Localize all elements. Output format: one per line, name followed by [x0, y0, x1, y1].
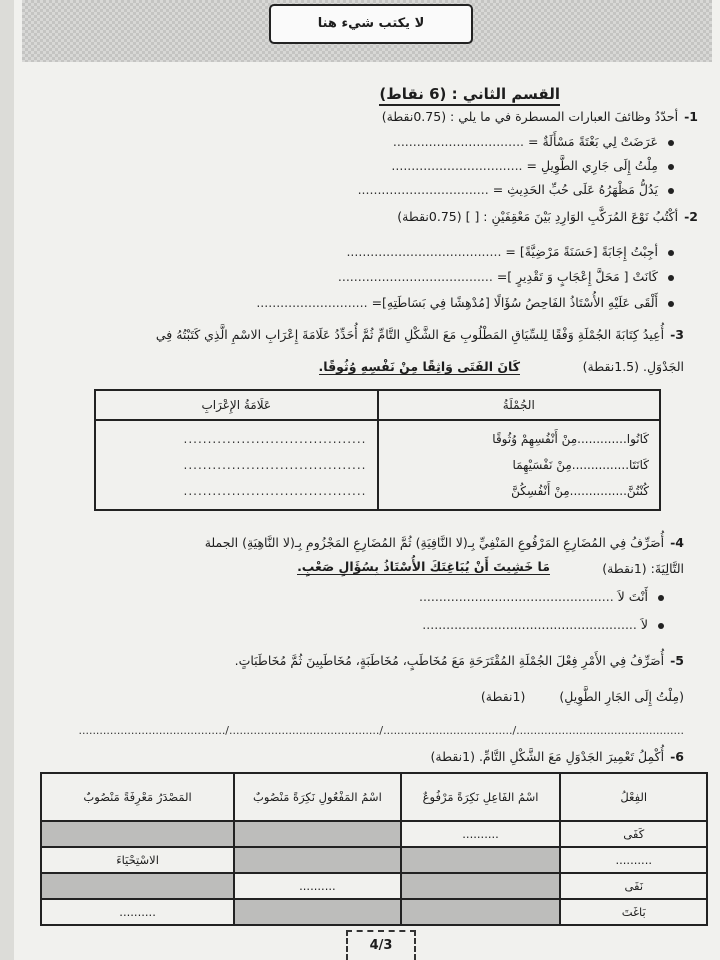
bullet-icon	[668, 140, 674, 146]
section-title: القسم الثاني : (6 نقاط)	[379, 84, 560, 106]
q2-item	[338, 268, 674, 286]
bullet-icon	[668, 301, 674, 307]
table-row[interactable]: كُنْتُنَّ...............مِنْ أَنْفُسِكُنَّ	[511, 484, 649, 498]
q5-points: (1نقطة)	[480, 689, 526, 704]
shaded-cell	[234, 821, 401, 847]
q5-example: (مِلْتُ إِلَى الجَارِ الطَّوِيلِ)	[559, 689, 684, 704]
table-row	[41, 873, 707, 899]
q5-answer-blank[interactable]: ................................................/...................................../.........................................../..........................................	[78, 724, 684, 737]
bullet-icon	[658, 623, 664, 629]
exam-page	[14, 0, 720, 960]
q3-prompt-cont: الجَدْوَلِ. (1.5نقطة)	[582, 359, 684, 374]
answer-blank[interactable]: .......................................	[337, 269, 493, 284]
q1-prompt	[382, 108, 698, 126]
q1-text: أحدّدُ وظائفَ العبارات المسطرة في ما يلي : (0.75نقطة)	[381, 109, 679, 124]
q2-item-text: أَلْقَى عَلَيْهِ الأُسْتَاذُ الفَاحِصُ سُؤَالًا [مُدْهِشًا فِي بَسَاطَتِهِ]=	[371, 295, 658, 310]
answer-blank[interactable]: ............................	[256, 295, 368, 310]
bullet-icon	[668, 250, 674, 256]
answer-blank[interactable]: ......................................	[183, 484, 367, 498]
answer-blank[interactable]: ..........	[401, 821, 561, 847]
q6-table	[40, 772, 708, 926]
bullet-icon	[658, 595, 664, 601]
q4-item	[419, 588, 664, 606]
q6-verb: بَاغَتَ	[560, 899, 707, 925]
answer-blank[interactable]: .................................................	[418, 589, 614, 604]
answer-blank[interactable]: ..........	[234, 873, 401, 899]
q6-text: أُكْمِلُ تَعْمِيرَ الجَدْوَلِ مَعَ الشَّكْلِ التَّامِّ. (1نقطة)	[430, 749, 665, 764]
shaded-cell	[234, 847, 401, 873]
q4-prompt	[205, 534, 684, 552]
answer-blank[interactable]: ..........	[41, 899, 234, 925]
q3-header-marker: عَلَامَةُ الإِعْرَابِ	[95, 390, 378, 420]
bullet-icon	[668, 164, 674, 170]
q2-number: 2-	[684, 209, 698, 224]
q1-number: 1-	[684, 109, 698, 124]
q6-verb: كَفَى	[560, 821, 707, 847]
answer-blank[interactable]: .................................	[391, 158, 523, 173]
q3-answers-cell	[95, 420, 378, 510]
q6-verb: نَفَى	[560, 873, 707, 899]
table-row	[41, 821, 707, 847]
shaded-cell	[401, 899, 561, 925]
q5-prompt	[235, 652, 684, 670]
q1-item-text: يَدُلُّ مَظْهَرُهُ عَلَى حُبِّ الحَدِيثِ =	[492, 182, 658, 197]
q4-item-text: لاَ	[640, 617, 648, 632]
answer-blank[interactable]: ......................................	[183, 432, 367, 446]
q3-example	[319, 358, 520, 376]
q4-text: أُصَرِّفُ فِي المُضَارِعِ المَرْفُوعِ المَنْفِيِّ بِـ(لا النَّافِيَةِ) ثُمَّ المُضَارِعِ المَجْزُومِ بِـ(لا النَّاهِيَةِ) الجملة	[204, 535, 665, 550]
answer-blank[interactable]: ..........	[560, 847, 707, 873]
q5-example-row	[481, 688, 684, 706]
q1-item	[393, 133, 674, 151]
q6-header-masdar: المَصْدَرُ مَعْرِفَةً مَنْصُوبٌ	[41, 773, 234, 821]
q6-header-verb: الفِعْلُ	[560, 773, 707, 821]
shaded-cell	[41, 873, 234, 899]
q6-number: 6-	[670, 749, 684, 764]
shaded-cell	[401, 847, 561, 873]
q3-prompt	[156, 326, 684, 344]
answer-blank[interactable]: .......................................	[346, 244, 502, 259]
q4-item	[422, 616, 664, 634]
bullet-icon	[668, 275, 674, 281]
q1-item-text: مِلْتُ إِلَى جَارِي الطَّوِيلِ =	[526, 158, 658, 173]
table-row[interactable]: كَانُوا.............مِنْ أَنْفُسِهِمْ وُثُوقًا	[492, 432, 649, 446]
no-write-label: لا يكتب شيء هنا	[269, 4, 473, 44]
answer-blank[interactable]: .................................	[392, 134, 525, 149]
q3-sentences-cell	[378, 420, 661, 510]
answer-blank[interactable]: ......................................	[183, 458, 367, 472]
q4-item-text: أَنْتَ لاَ	[617, 589, 648, 604]
q6-header-patient: اسْمُ المَفْعُولِ نَكِرَةً مَنْصُوبٌ	[234, 773, 401, 821]
table-row	[41, 847, 707, 873]
q4-number: 4-	[670, 535, 684, 550]
table-row[interactable]: كَانَتَا...............مِنْ نَفْسَيْهِمَا	[512, 458, 649, 472]
q2-item-text: أجِبْتُ إِجَابَةً [حَسَنَةً مَرْضِيَّةً] =	[505, 244, 658, 259]
q2-prompt	[397, 208, 698, 226]
q6-masdar: الاسْتِحْيَاءَ	[41, 847, 234, 873]
q4-prompt-cont: التَّالِيَةَ: (1نقطة)	[602, 561, 684, 576]
q5-number: 5-	[670, 653, 684, 668]
q2-item-text: كَانَتْ [ مَحَلَّ إِعْجَابٍ وَ تَقْدِيرٍ ]=	[496, 269, 658, 284]
shaded-cell	[41, 821, 234, 847]
q6-prompt	[431, 748, 685, 766]
q2-item	[346, 243, 674, 261]
q4-example-text: مَا خَشِيتَ أَنْ يُبَاغِتَكَ الأُسْتَاذُ بِسُؤَالٍ صَعْبٍ.	[297, 559, 550, 574]
q3-header-sentence: الجُمْلَةُ	[378, 390, 661, 420]
q3-text: أُعِيدُ كِتَابَةَ الجُمْلَةِ وَفْقًا لِلسِّيَاقِ المَطْلُوبِ مَعَ الشَّكْلِ التَّامِّ ثُمَّ أُحَدِّدُ عَلَامَةَ إِعْرَابِ الاسْمِ الَّذِي كَتَبْتُهُ فِي	[155, 327, 665, 342]
q2-item	[256, 294, 674, 312]
q1-item	[358, 181, 674, 199]
answer-blank[interactable]: .................................	[357, 182, 489, 197]
table-row	[41, 899, 707, 925]
q3-example-text: كَانَ الفَتَى وَاثِقًا مِنْ نَفْسِهِ وُثُوقًا.	[318, 359, 520, 374]
shaded-cell	[401, 873, 561, 899]
page-number: 4/3	[346, 930, 416, 960]
shaded-cell	[234, 899, 401, 925]
q2-text: أكْتُبُ نَوْعَ المُرَكَّبِ الوَارِدِ بَيْنَ مَعْقِفَيْنِ : [ ] (0.75نقطة)	[397, 209, 679, 224]
answer-blank[interactable]: ......................................................	[422, 617, 637, 632]
q3-table	[94, 389, 661, 511]
q5-text: أُصَرِّفُ فِي الأَمْرِ فِعْلَ الجُمْلَةِ المُقْتَرَحَةِ مَعَ مُخَاطَبٍ، مُخَاطَبَةٍ، مُخَاطَبِينَ ثُمَّ مُخَاطَبَاتٍ.	[234, 653, 665, 668]
q6-header-agent: اسْمُ الفَاعِلِ نَكِرَةً مَرْفُوعٌ	[401, 773, 561, 821]
q3-number: 3-	[670, 327, 684, 342]
q1-item-text: عَرَضَتْ لِي بَغْتَةً مَسْأَلَةٌ =	[528, 134, 658, 149]
bullet-icon	[668, 188, 674, 194]
q4-example	[297, 558, 550, 576]
q1-item	[391, 157, 674, 175]
